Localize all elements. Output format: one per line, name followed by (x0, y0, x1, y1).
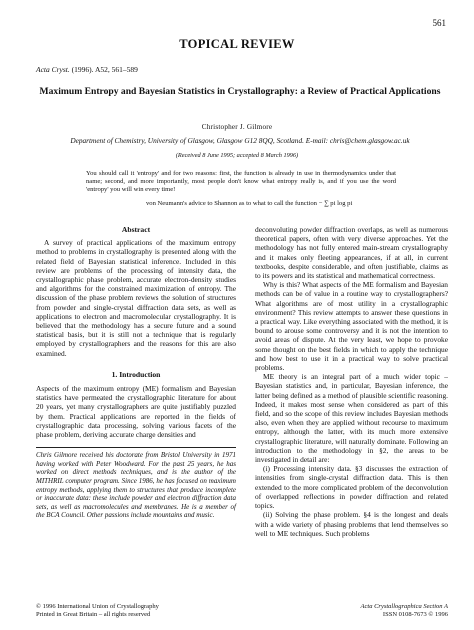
author-name: Christopher J. Gilmore (201, 123, 273, 131)
citation-details: (1996). A52, 561–589 (71, 65, 138, 74)
body-paragraph-1: deconvoluting powder diffraction overlaps, as well as numerous theoretical papers, often with very diverse approaches. Yet the methodology has not fully entered main-stream crystallography and it makes only fleeting appearances, if at all, in current textbooks, despite considerable, and often justifiable, claims as to its powers and its statistical and mathematical correctness. (255, 225, 448, 281)
citation-line (36, 65, 138, 74)
received-accepted-dates: (Received 8 June 1995; accepted 8 March 1996) (175, 152, 299, 159)
body-paragraph-2: Why is this? What aspects of the ME formalism and Bayesian methods can be of value in a routine way to crystallographers? What algorithms are of most utility in a crystallographic environment? This review attempts to answer these questions in a practical way. Like everything associated with the method, it is bound to arouse some controversy and it is not the intention to avoid areas of dispute. At the very least, we hope to provoke some thought on the best fields in which to apply the technique and how best to use it in a practical way to solve practical problems. (255, 280, 448, 373)
footer-journal (361, 603, 448, 619)
right-column (255, 225, 448, 538)
author-affiliation: Department of Chemistry, University of Glasgow, Glasgow G12 8QQ, Scotland. E-mail: chris@chem.glasgow.ac.uk (70, 136, 410, 145)
body-paragraph-5: (ii) Solving the phase problem. §4 is the longest and deals with a wide variety of phasing problems that lend themselves so well to ME techniques. Such problems (255, 510, 448, 538)
abstract-text: A survey of practical applications of the maximum entropy method to problems in crystallography is presented along with the related field of Bayesian statistical inference. Included in this review are problems of the processing of intensity data, the crystallographic phase problem, accurate electron-density studies and algorithms for the constrained maximization of entropy. The discussion of the phase problem reviews the solution of structures from powder and single-crystal diffraction data sets, as well as applications to electron and macromolecular crystallography. It is believed that the methodology has a secure future and a sound statistical basis, but it is still not a technique that is regularly employed by crystallographers and the reasons for this are also examined. (36, 238, 236, 358)
left-column (36, 225, 236, 520)
footer-journal-name: Acta Crystallographica Section A (360, 603, 448, 610)
body-paragraph-3: ME theory is an integral part of a much wider topic – Bayesian statistics and, in particular, Bayesian inference, the latter being defined as a method of plausible scientific reasoning. Indeed, it makes most sense when considered as part of this field, and so the scope of this review includes Bayesian methods also, even when they are applied without recourse to maximum entropy, although the latter, with its much more extensive crystallographic literature, will naturally dominate. Following an introduction to the methodology in §2, the areas to be investigated in detail are: (255, 372, 448, 465)
introduction-text: Aspects of the maximum entropy (ME) formalism and Bayesian statistics have permeated the crystallographic literature for about 20 years, yet many crystallographers are quite justifiably puzzled by them. Practical applications are reported in the fields of crystallographic data processing, solving various facets of the phase problem, deriving accurate charge densities and (36, 384, 236, 440)
footer-issn: ISSN 0108-7673 © 1996 (382, 611, 448, 618)
abstract-heading: Abstract (121, 225, 151, 234)
page-number: 561 (432, 18, 446, 28)
footer-copyright (36, 603, 159, 619)
footer-copyright-line: © 1996 International Union of Crystallography (36, 603, 159, 610)
body-paragraph-4: (i) Processing intensity data. §3 discusses the extraction of intensities from single-crystal diffraction data. This is then extended to the more complicated problem of the deconvolution of overlapped reflections in powder diffraction and related topics. (255, 464, 448, 511)
epigraph-quote: You should call it 'entropy' and for two reasons: first, the function is already in use in thermodynamics under that name; second, and more importantly, most people don't know what entropy really is, and if you use the word 'entropy' you will win every time! (86, 170, 396, 194)
author-biography: Chris Gilmore received his doctorate from Bristol University in 1971 having worked with Peter Woodward. For the past 25 years, he has worked on direct methods techniques, and is the author of the MITHRIL computer program. Since 1986, he has focused on maximum entropy methods, applying them to structures that produce incomplete or inaccurate data: these include powder and electron diffraction data sets, as well as macromolecules and membranes. He is a member of the BCA Council. Other passions include mountains and music. (36, 447, 236, 520)
footer-printed-line: Printed in Great Britain – all rights reserved (36, 611, 151, 618)
citation-journal: Acta Cryst. (36, 65, 70, 74)
introduction-heading: 1. Introduction (111, 369, 161, 379)
epigraph-attribution: von Neumann's advice to Shannon as to what to call the function − ∑ pi log pi (146, 200, 353, 207)
paper-title: Maximum Entropy and Bayesian Statistics in Crystallography: a Review of Practical Applications (39, 86, 441, 97)
section-kicker: TOPICAL REVIEW (179, 37, 295, 51)
